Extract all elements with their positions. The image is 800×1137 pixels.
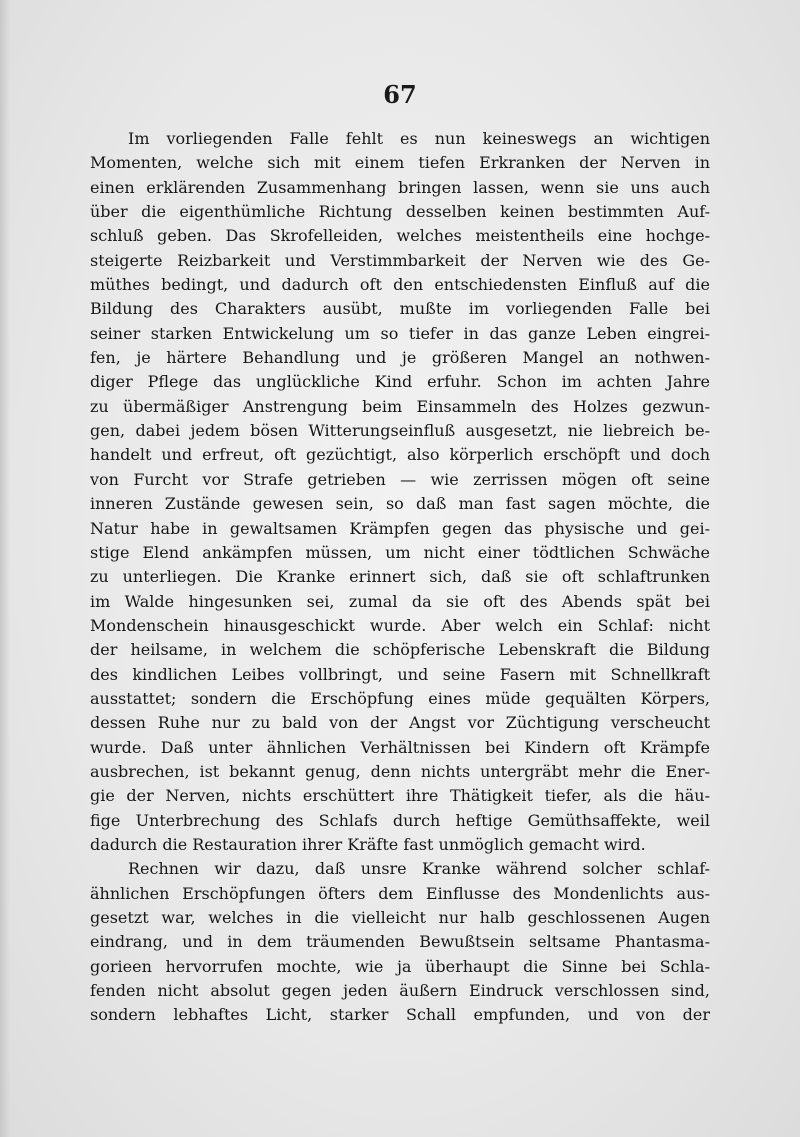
text-line: diger Pflege das unglückliche Kind erfuhr. Schon im achten Jahre bbox=[90, 372, 710, 392]
text-line: stige Elend ankämpfen müssen, um nicht einer tödtlichen Schwäche bbox=[90, 542, 710, 562]
text-line: Bildung des Charakters ausübt, mußte im vorliegenden Falle bei bbox=[90, 299, 710, 319]
text-line: sondern lebhaftes Licht, starker Schall empfunden, und von der bbox=[90, 1005, 710, 1025]
page-number: 67 bbox=[383, 80, 417, 109]
text-line: Natur habe in gewaltsamen Krämpfen gegen das physische und gei- bbox=[90, 518, 710, 538]
text-line: ausbrechen, ist bekannt genug, denn nichts untergräbt mehr die Ener- bbox=[90, 761, 710, 781]
text-line: dadurch die Restauration ihrer Kräfte fast unmöglich gemacht wird. bbox=[90, 834, 646, 854]
text-line: der heilsame, in welchem die schöpferische Lebenskraft die Bildung bbox=[90, 640, 710, 660]
text-line: gie der Nerven, nichts erschüttert ihre Thätigkeit tiefer, als die häu- bbox=[90, 786, 710, 806]
text-line: im Walde hingesunken sei, zumal da sie oft des Abends spät bei bbox=[90, 591, 710, 611]
text-line: über die eigenthümliche Richtung desselben keinen bestimmten Auf- bbox=[90, 202, 710, 222]
text-line: seiner starken Entwickelung um so tiefer in das ganze Leben eingrei- bbox=[90, 323, 710, 343]
text-line: Im vorliegenden Falle fehlt es nun keineswegs an wichtigen bbox=[128, 129, 710, 148]
text-line: von Furcht vor Strafe getrieben — wie zerrissen mögen oft seine bbox=[90, 469, 710, 489]
text-line: ausstattet; sondern die Erschöpfung eines müde gequälten Körpers, bbox=[90, 688, 710, 708]
text-line: dessen Ruhe nur zu bald von der Angst vor Züchtigung verscheucht bbox=[90, 713, 710, 733]
text-line: Rechnen wir dazu, daß unsre Kranke während solcher schlaf- bbox=[128, 859, 710, 879]
text-line: gen, dabei jedem bösen Witterungseinfluß ausgesetzt, nie liebreich be- bbox=[90, 421, 710, 441]
text-line: fige Unterbrechung des Schlafs durch heftige Gemüthsaffekte, weil bbox=[90, 810, 710, 830]
text-line: eindrang, und in dem träumenden Bewußtsein seltsame Phantasma- bbox=[90, 932, 710, 952]
text-line: fenden nicht absolut gegen jeden äußern Eindruck verschlossen sind, bbox=[90, 981, 710, 1001]
text-line: schluß geben. Das Skrofelleiden, welches meistentheils eine hochge- bbox=[90, 226, 710, 246]
text-line: handelt und erfreut, oft gezüchtigt, also körperlich erschöpft und doch bbox=[90, 445, 710, 465]
text-line: einen erklärenden Zusammenhang bringen lassen, wenn sie uns auch bbox=[90, 177, 710, 197]
text-line: ähnlichen Erschöpfungen öfters dem Einflusse des Mondenlichts aus- bbox=[90, 883, 710, 903]
text-line: gorieen hervorrufen mochte, wie ja überhaupt die Sinne bei Schla- bbox=[90, 956, 710, 976]
text-line: des kindlichen Leibes vollbringt, und seine Fasern mit Schnellkraft bbox=[90, 664, 710, 684]
text-line: müthes bedingt, und dadurch oft den entschiedensten Einfluß auf die bbox=[90, 275, 710, 295]
text-line: steigerte Reizbarkeit und Verstimmbarkeit der Nerven wie des Ge- bbox=[90, 250, 710, 270]
page-edge-shadow bbox=[0, 0, 10, 1137]
text-line: Mondenschein hinausgeschickt wurde. Aber welch ein Schlaf: nicht bbox=[90, 615, 710, 635]
text-line: wurde. Daß unter ähnlichen Verhältnissen bei Kindern oft Krämpfe bbox=[90, 737, 710, 757]
text-line: zu übermäßiger Anstrengung beim Einsammeln des Holzes gezwun- bbox=[90, 396, 710, 416]
body-text bbox=[90, 127, 710, 1028]
text-line: inneren Zustände gewesen sein, so daß man fast sagen möchte, die bbox=[90, 494, 710, 514]
text-line: gesetzt war, welches in die vielleicht nur halb geschlossenen Augen bbox=[90, 908, 710, 927]
text-line: fen, je härtere Behandlung und je größeren Mangel an nothwen- bbox=[90, 348, 710, 368]
text-line: zu unterliegen. Die Kranke erinnert sich, daß sie oft schlaftrunken bbox=[90, 567, 710, 587]
text-line: Momenten, welche sich mit einem tiefen Erkranken der Nerven in bbox=[90, 153, 710, 173]
